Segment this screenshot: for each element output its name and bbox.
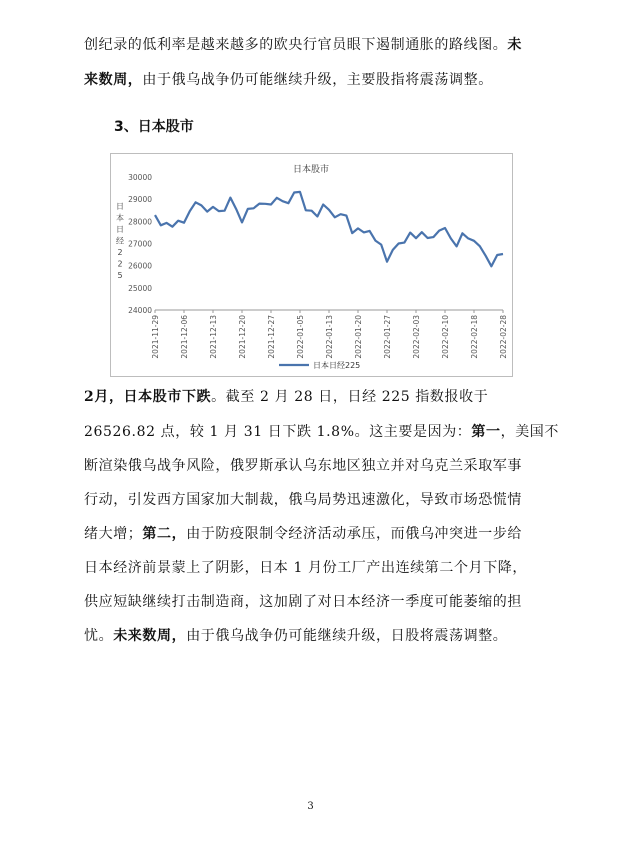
body-line-1 (84, 386, 488, 406)
y-tick-label: 25000 (128, 283, 152, 293)
body-line-2 (84, 421, 559, 441)
body-text-2a: 26526.82 点，较 1 月 31 日下跌 1.8%。这主要是因为： (84, 424, 472, 440)
x-tick-label: 2021-12-20 (238, 315, 247, 359)
body-text-9b: 由于俄乌战争仍可能继续升级，日股将震荡调整。 (186, 628, 508, 644)
x-tick-label: 2022-01-27 (383, 315, 392, 359)
x-tick-label: 2021-12-06 (180, 315, 189, 359)
series-line-nikkei225 (155, 192, 503, 266)
x-tick-label: 2021-12-27 (267, 315, 276, 359)
body-line-5 (84, 523, 522, 543)
body-line-7: 供应短缺继续打击制造商，这加剧了对日本经济一季度可能萎缩的担 (84, 594, 522, 610)
x-tick-label: 2022-02-10 (441, 315, 450, 359)
body-bold-1: 2月，日本股市下跌 (84, 389, 212, 405)
body-text-9a: 忧。 (84, 628, 114, 644)
body-line-3: 断渲染俄乌战争风险，俄罗斯承认乌东地区独立并对乌克兰采取军事 (84, 458, 522, 474)
y-label-char: 日 (116, 202, 124, 211)
y-label-char: 经 (116, 236, 124, 246)
y-label-char: 本 (116, 213, 124, 223)
intro-text: 创纪录的低利率是越来越多的欧央行官员眼下遏制通胀的路线图。 (84, 37, 508, 53)
y-tick-label: 26000 (128, 261, 152, 271)
x-tick-label: 2022-01-13 (325, 315, 334, 359)
y-label-char: 2 (117, 248, 123, 257)
y-tick-label: 24000 (128, 306, 152, 315)
body-line-4: 行动，引发西方国家加大制裁，俄乌局势迅速激化，导致市场恐慌情 (84, 492, 522, 508)
body-text-1: 。截至 2 月 28 日，日经 225 指数报收于 (211, 389, 489, 405)
y-axis-label (116, 202, 124, 280)
intro-line-2 (84, 69, 493, 89)
page-number: 3 (307, 801, 314, 812)
x-axis-ticks (151, 310, 508, 359)
y-tick-label: 29000 (128, 195, 152, 205)
x-tick-label: 2022-01-20 (354, 315, 363, 359)
intro-line-1 (84, 34, 522, 54)
x-tick-label: 2022-02-28 (499, 315, 508, 359)
intro-bold-1: 未 (507, 37, 523, 53)
intro-bold-2: 来数周， (84, 72, 143, 88)
chart-svg (111, 154, 512, 376)
x-tick-label: 2021-12-13 (209, 315, 218, 359)
legend-label: 日本日经225 (313, 361, 361, 370)
x-tick-label: 2022-02-18 (470, 315, 479, 359)
y-tick-label: 28000 (128, 217, 152, 227)
body-bold-9: 未来数周， (113, 628, 187, 644)
body-text-6: 由于防疫限制令经济活动承压，而俄乌冲突进一步给 (186, 526, 523, 542)
body-bold-2: 第一 (471, 424, 501, 440)
body-line-8 (84, 625, 507, 645)
x-tick-label: 2022-01-05 (296, 315, 305, 359)
chart-title: 日本股市 (292, 165, 330, 175)
y-axis-ticks (128, 173, 152, 315)
body-line-6: 日本经济前景蒙上了阴影，日本 1 月份工厂产出连续第二个月下降， (84, 560, 528, 576)
intro-text-2: 由于俄乌战争仍可能继续升级，主要股指将震荡调整。 (142, 72, 493, 88)
nikkei-chart (110, 153, 513, 377)
body-text-2b: ，美国不 (500, 424, 559, 440)
y-label-char: 5 (117, 271, 123, 280)
x-tick-label: 2021-11-29 (151, 315, 160, 359)
body-text-5: 绪大增； (84, 526, 143, 542)
y-label-char: 日 (116, 225, 124, 234)
y-label-char: 2 (117, 259, 123, 269)
x-tick-label: 2022-02-03 (412, 315, 421, 359)
y-tick-label: 27000 (128, 239, 152, 249)
section-heading: 3、日本股市 (114, 119, 194, 135)
body-bold-6: 第二， (142, 526, 187, 542)
y-tick-label: 30000 (128, 173, 152, 182)
